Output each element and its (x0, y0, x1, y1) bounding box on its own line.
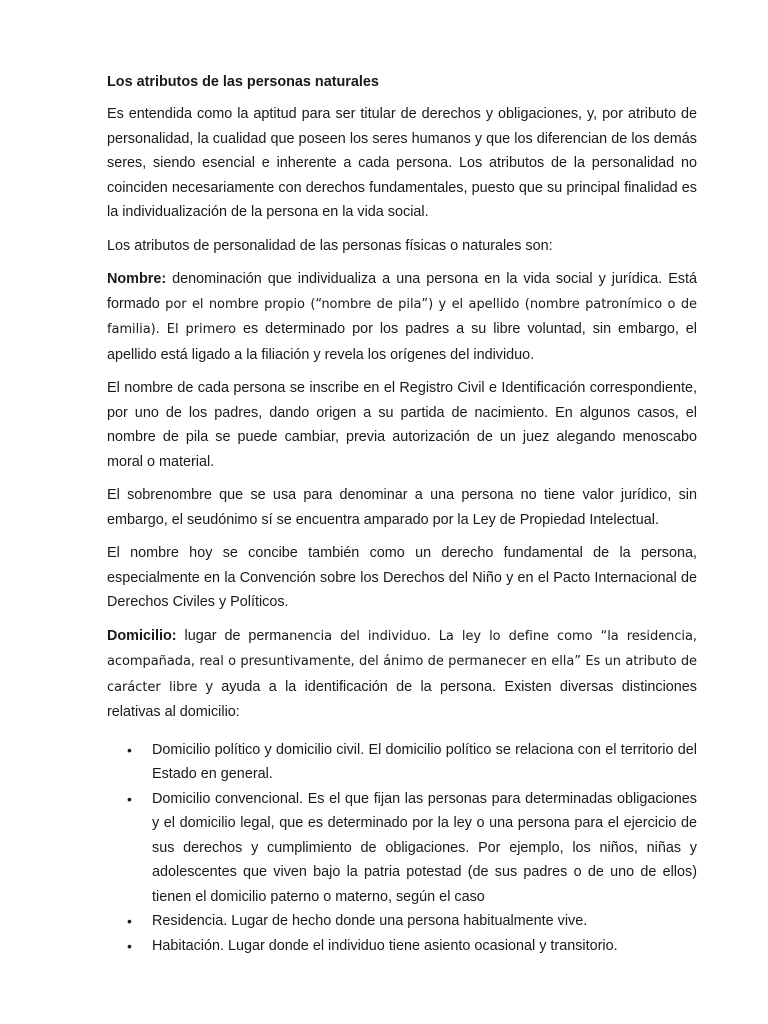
paragraph-domicilio (107, 624, 697, 725)
list-item-text: Domicilio convencional. Es el que fijan las personas para determinadas obligaciones y el domicilio legal, que es determinado por la ley o una persona para el ejercicio de sus derechos y cumplimiento de obligaciones. Por ejemplo, los niños, niñas y adolescentes que viven bajo la patria potestad (de sus padres o de uno de ellos) tienen el domicilio paterno o materno, según el caso (152, 790, 697, 905)
list-item (107, 738, 697, 787)
domicilio-text-a: lugar de perm (176, 627, 282, 644)
nombre-text-c: es determinado por los padres a su libre voluntad, sin embargo, el apellido está ligado a la filiación y revela los orígenes del individuo. (107, 321, 697, 363)
paragraph-sobrenombre: El sobrenombre que se usa para denominar a una persona no tiene valor jurídico, sin embargo, el seudónimo sí se encuentra amparado por la Ley de Propiedad Intelectual. (107, 487, 697, 528)
bullet-icon: • (127, 937, 132, 954)
list-item-text: Residencia. Lugar de hecho donde una persona habitualmente vive. (152, 913, 588, 929)
list-item (107, 909, 697, 934)
nombre-text-a: denominación que individualiza a una persona en la vida social y jurídica. Está formado (107, 271, 697, 312)
nombre-text-b: por el nombre propio (“nombre de pila”) y el apellido (nombre patronímico o de familia). El primero (107, 296, 697, 337)
bullet-icon: • (127, 741, 132, 758)
paragraph-nombre (107, 267, 697, 367)
list-item (107, 787, 697, 910)
list-item-text: Domicilio político y domicilio civil. El domicilio político se relaciona con el territorio del Estado en general. (152, 741, 697, 782)
section-heading: Los atributos de las personas naturales (107, 74, 379, 90)
list-item-text: Habitación. Lugar donde el individuo tiene asiento ocasional y transitorio. (152, 937, 618, 954)
domicilio-label: Domicilio: (107, 627, 177, 644)
nombre-label: Nombre: (107, 271, 167, 287)
paragraph-definition: Es entendida como la aptitud para ser titular de derechos y obligaciones, y, por atributo de personalidad, la cualidad que poseen los seres humanos y que los diferencian de los demás seres, siendo esencial e inherente a cada persona. Los atributos de la personalidad no coinciden necesariamente con derechos fundamentales, puesto que su principal finalidad es la individualización de la persona en la vida social. (107, 106, 697, 220)
domicilio-text-c: y ayuda a la identificación de la persona. Existen diversas distinciones relativas al domicilio: (107, 678, 698, 720)
paragraph-intro-list: Los atributos de personalidad de las personas físicas o naturales son: (107, 237, 553, 254)
paragraph-derecho-fundamental: El nombre hoy se concibe también como un derecho fundamental de la persona, especialmente en la Convención sobre los Derechos del Niño y en el Pacto Internacional de Derechos Civiles y Políticos. (107, 545, 697, 610)
domicilio-text-b: anencia del individuo. La ley lo define como “la residencia, acompañada, real o presuntivamente, del ánimo de permanecer en ella” Es un atributo de carácter libre (107, 628, 697, 695)
list-item (107, 934, 697, 959)
bullet-icon: • (127, 790, 132, 807)
domicilio-distinctions-list (107, 738, 697, 959)
paragraph-registro-civil: El nombre de cada persona se inscribe en el Registro Civil e Identificación correspondiente, por uno de los padres, dando origen a su partida de nacimiento. En algunos casos, el nombre de pila se puede cambiar, previa autorización de un juez alegando menoscabo moral o material. (107, 380, 697, 470)
bullet-icon: • (127, 913, 132, 929)
